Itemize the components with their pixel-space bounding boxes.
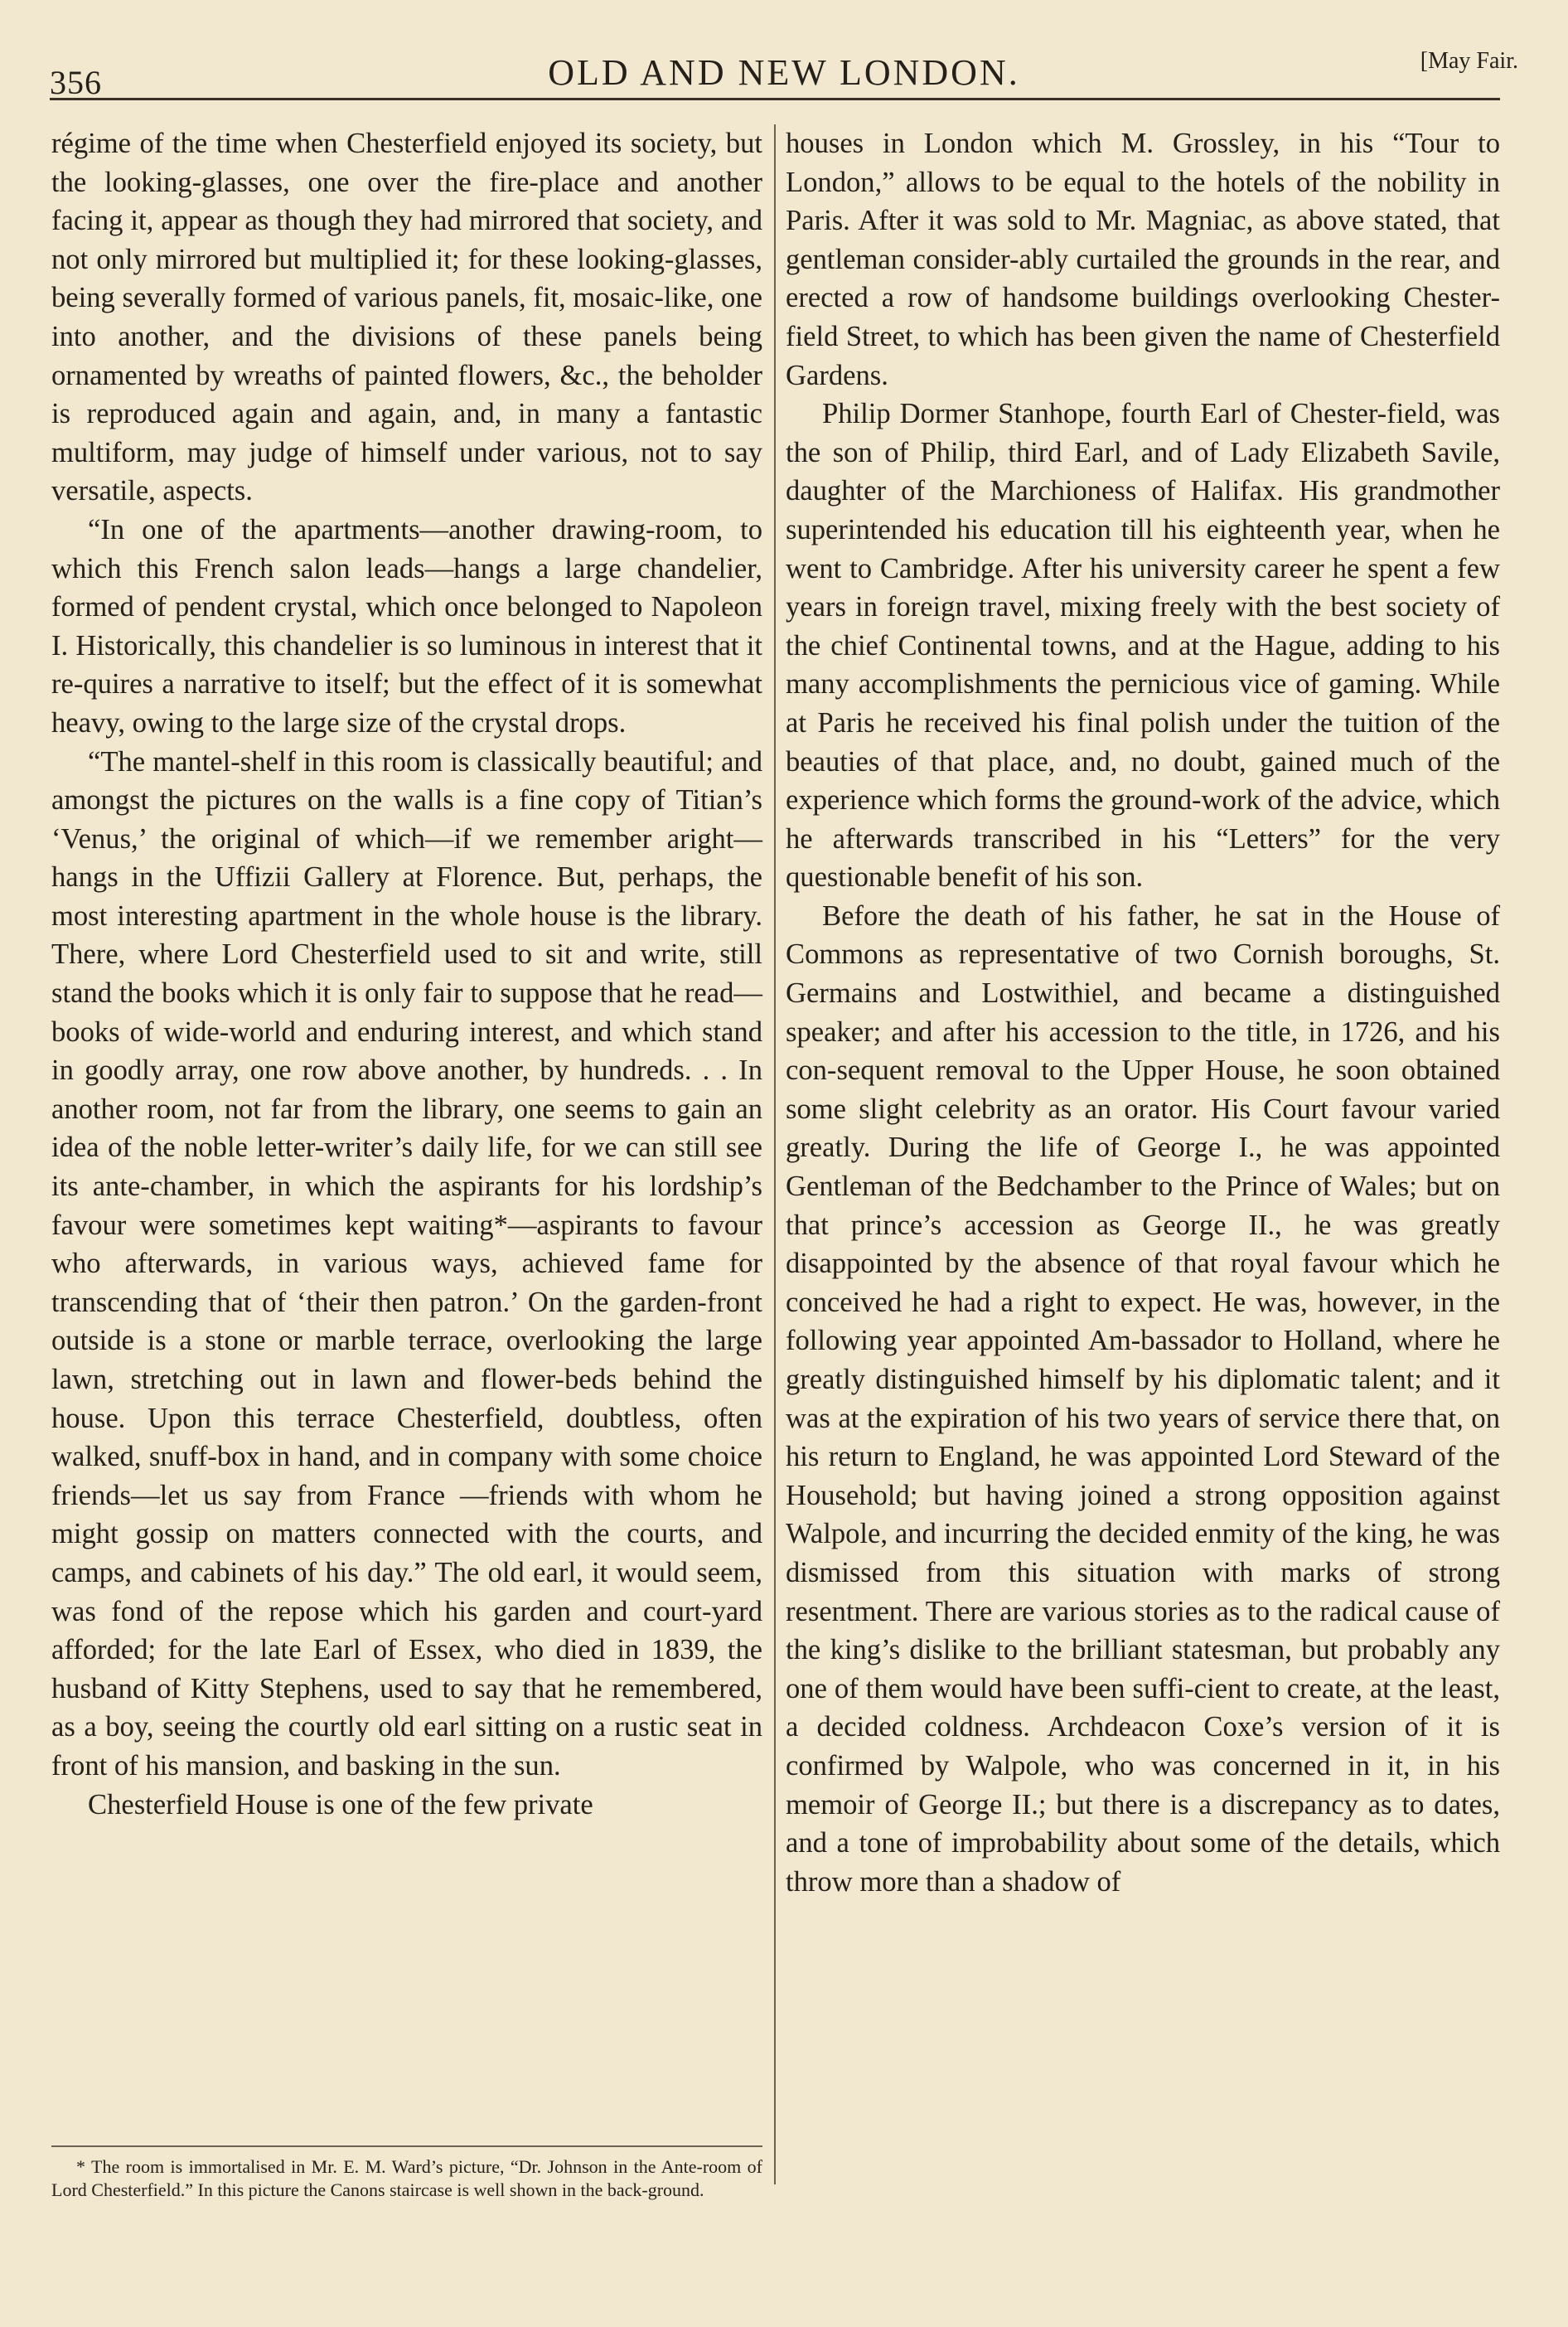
footnote: * The room is immortalised in Mr. E. M. Ward’s picture, “Dr. Johnson in the Ante-room of Lord Chesterfield.” In this picture the Canons staircase is well shown in the back-ground. (51, 2156, 762, 2200)
right-column (786, 124, 1500, 1901)
page-number: 356 (50, 64, 102, 101)
page-header (50, 43, 1518, 101)
paragraph: Philip Dormer Stanhope, fourth Earl of Chester-field, was the son of Philip, third Earl, and of Lady Elizabeth Savile, daughter of the Marchioness of Halifax. His grandmother superintended his education till his eighteenth year, when he went to Cambridge. After his university career he spent a few years in foreign travel, mixing freely with the best society of the chief Continental towns, and at the Hague, adding to his many accomplishments the pernicious vice of gaming. While at Paris he received his final polish under the tuition of the beauties of that place, and, no doubt, gained much of the experience which forms the ground-work of the advice, which he afterwards transcribed in his “Letters” for the very questionable benefit of his son. (786, 398, 1500, 894)
left-column (51, 124, 762, 1824)
paragraph: régime of the time when Chesterfield enjoyed its society, but the looking-glasses, one over the fire-place and another facing it, appear as though they had mirrored that society, and not only mirrored but multiplied it; for these looking-glasses, being severally formed of various panels, fit, mosaic-like, one into another, and the divisions of these panels being ornamented by wreaths of painted flowers, &c., the beholder is reproduced again and again, and, in many a fantastic multiform, may judge of himself under various, not to say versatile, aspects. (51, 128, 762, 507)
paragraph: Chesterfield House is one of the few private (88, 1788, 593, 1820)
column-divider (774, 124, 776, 2184)
paragraph: “The mantel-shelf in this room is classically beautiful; and amongst the pictures on the walls is a fine copy of Titian’s ‘Venus,’ the original of which—if we remember aright—hangs in the Uffizii Gallery at Florence. But, perhaps, the most interesting apartment in the whole house is the library. There, where Lord Chesterfield used to sit and write, still stand the books which it is only fair to suppose that he read—books of wide-world and enduring interest, and which stand in goodly array, one row above another, by hundreds. . . In another room, not far from the library, one seems to gain an idea of the noble letter-writer’s daily life, for we can still see its ante-chamber, in which the aspirants for his lordship’s favour were sometimes kept waiting*—aspirants to favour who afterwards, in various ways, achieved fame for transcending that of ‘their then patron.’ On the garden-front outside is a stone or marble terrace, overlooking the large lawn, stretching out in lawn and flower-beds behind the house. Upon this terrace Chesterfield, doubtless, often walked, snuff-box in hand, and in company with some choice friends—let us say from France —friends with whom he might gossip on matters connected with the courts, and camps, and cabinets of his day.” The old earl, it would seem, was fond of the repose which his garden and court-yard afforded; for the late Earl of Essex, who died in 1839, the husband of Kitty Stephens, used to say that he remembered, as a boy, seeing the courtly old earl sitting on a rustic seat in front of his mansion, and basking in the sun. (51, 745, 762, 1782)
section-label: [May Fair. (1420, 48, 1518, 74)
running-title: OLD AND NEW LONDON. (548, 52, 1020, 93)
paragraph: “In one of the apartments—another drawing-room, to which this French salon leads—hangs a large chandelier, formed of pendent crystal, which once belonged to Napoleon I. Historically, this chandelier is so luminous in interest that it re-quires a narrative to itself; but the effect of it is somewhat heavy, owing to the large size of the crystal drops. (51, 513, 762, 739)
header-rule (50, 98, 1500, 100)
footnote-rule (51, 2145, 762, 2147)
paragraph: Before the death of his father, he sat in the House of Commons as representative of two Cornish boroughs, St. Germains and Lostwithiel, and became a distinguished speaker; and after his accession to the title, in 1726, and his con-sequent removal to the Upper House, he soon obtained some slight celebrity as an orator. His Court favour varied greatly. During the life of George I., he was appointed Gentleman of the Bedchamber to the Prince of Wales; but on that prince’s accession as George II., he was greatly disappointed by the absence of that royal favour which he conceived he had a right to expect. He was, however, in the following year appointed Am-bassador to Holland, where he greatly distinguished himself by his diplomatic talent; and it was at the expiration of his two years of service there that, on his return to England, he was appointed Lord Steward of the Household; but having joined a strong opposition against Walpole, and incurring the decided enmity of the king, he was dismissed from this situation with marks of strong resentment. There are various stories as to the radical cause of the king’s dislike to the brilliant statesman, but probably any one of them would have been suffi-cient to create, at the least, a decided coldness. Archdeacon Coxe’s version of it is confirmed by Walpole, who was concerned in it, in his memoir of George II.; but there is a discrepancy as to dates, and a tone of improbability about some of the details, which throw more than a shadow of (786, 899, 1500, 1898)
paragraph: houses in London which M. Grossley, in his “Tour to London,” allows to be equal to the hotels of the nobility in Paris. After it was sold to Mr. Magniac, as above stated, that gentleman consider-ably curtailed the grounds in the rear, and erected a row of handsome buildings overlooking Chester-field Street, to which has been given the name of Chesterfield Gardens. (786, 128, 1500, 391)
